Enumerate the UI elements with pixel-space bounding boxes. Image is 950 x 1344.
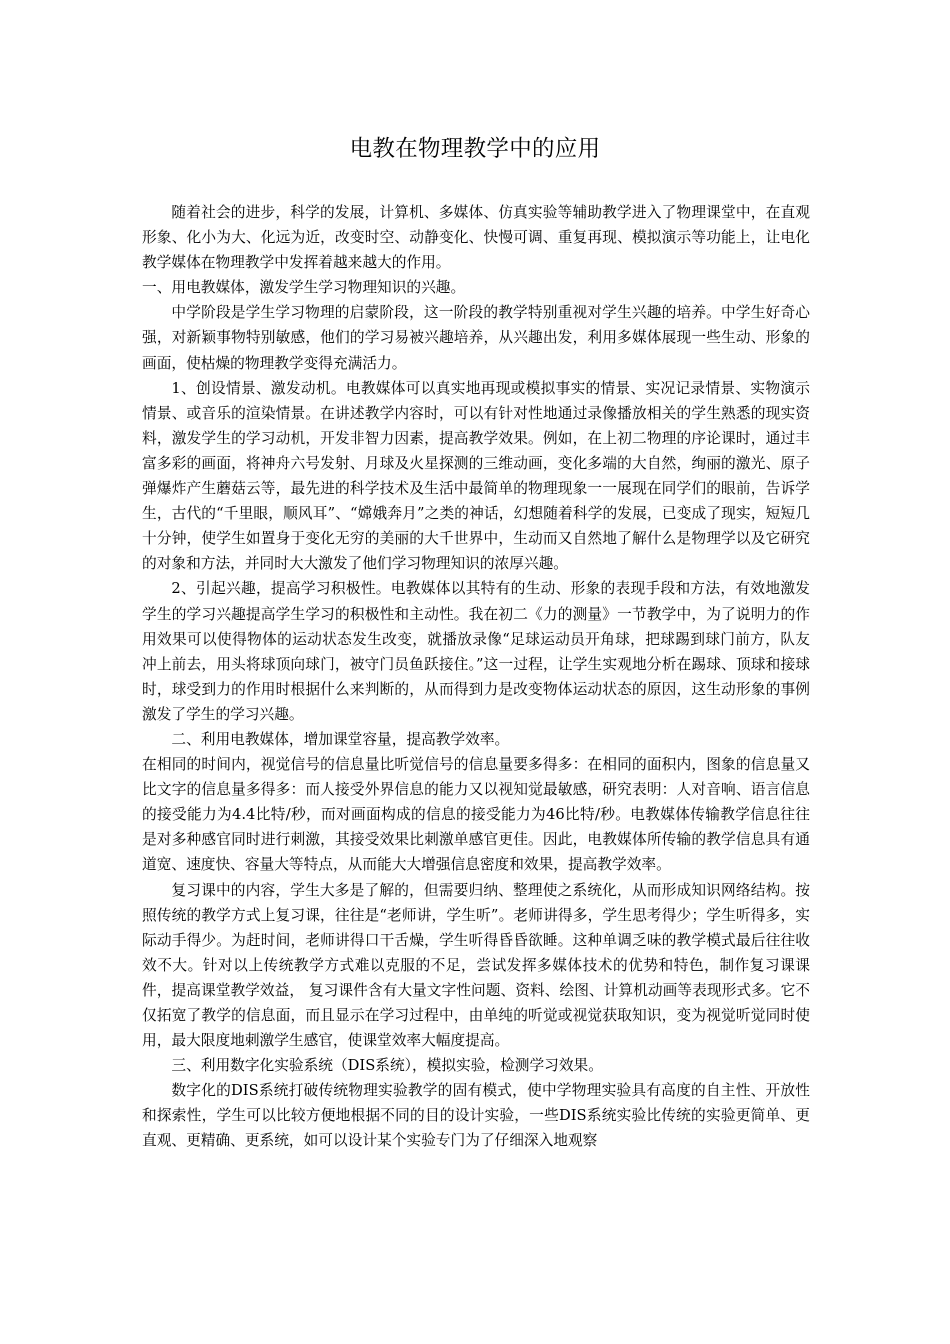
paragraph: 复习课中的内容，学生大多是了解的，但需要归纳、整理使之系统化，从而形成知识网络结构。按照传统的教学方式上复习课，往往是“老师讲，学生听”。老师讲得多，学生思考得少；学生听得多，实际动手得少。为赶时间，老师讲得口干舌燥，学生听得昏昏欲睡。这种单调乏味的教学模式最后往往收效不大。针对以上传统教学方式难以克服的不足，尝试发挥多媒体技术的优势和特色，制作复习课课件，提高课堂教学效益， 复习课件含有大量文字性问题、资料、绘图、计算机动画等表现形式多。它不仅拓宽了教学的信息面，而且显示在学习过程中，由单纯的听觉或视觉获取知识，变为视觉听觉同时使用，最大限度地刺激学生感官，使课堂效率大幅度提高。 [142, 881, 810, 1050]
document-body [142, 200, 810, 1154]
section-heading-3: 三、利用数字化实验系统（DIS系统），模拟实验，检测学习效果。 [171, 1057, 603, 1075]
paragraph: 在相同的时间内，视觉信号的信息量比听觉信号的信息量要多得多：在相同的面积内，图象的信息量又比文字的信息量多得多：而人接受外界信息的能力又以视知觉最敏感，研究表明：人对音响、语言信息的接受能力为4.4比特/秒，而对画面构成的信息的接受能力为46比特/秒。电教媒体传输教学信息往往是对多种感官同时进行刺激，其接受效果比刺激单感官更佳。因此，电教媒体所传输的教学信息具有通道宽、速度快、容量大等特点，从而能大大增强信息密度和效果，提高教学效率。 [142, 756, 810, 874]
paragraph: 2、引起兴趣，提高学习积极性。电教媒体以其特有的生动、形象的表现手段和方法，有效地激发学生的学习兴趣提高学生学习的积极性和主动性。我在初二《力的测量》一节教学中，为了说明力的作用效果可以使得物体的运动状态发生改变，就播放录像“足球运动员开角球，把球踢到球门前方，队友冲上前去，用头将球顶向球门，被守门员鱼跃接住。”这一过程，让学生实观地分析在踢球、顶球和接球时，球受到力的作用时根据什么来判断的，从而得到力是改变物体运动状态的原因，这生动形象的事例激发了学生的学习兴趣。 [142, 580, 810, 723]
paragraph: 中学阶段是学生学习物理的启蒙阶段，这一阶段的教学特别重视对学生兴趣的培养。中学生好奇心强，对新颖事物特别敏感，他们的学习易被兴趣培养，从兴趣出发，利用多媒体展现一些生动、形象的画面，使枯燥的物理教学变得充满活力。 [142, 304, 810, 372]
section-heading-2: 二、利用电教媒体，增加课堂容量，提高教学效率。 [171, 730, 510, 748]
paragraph: 1、创设情景、激发动机。电教媒体可以真实地再现或模拟事实的情景、实况记录情景、实物演示情景、或音乐的渲染情景。在讲述教学内容时，可以有针对性地通过录像播放相关的学生熟悉的现实资料，激发学生的学习动机，开发非智力因素，提高教学效果。例如，在上初二物理的序论课时，通过丰富多彩的画面，将神舟六号发射、月球及火星探测的三维动画，变化多端的大自然，绚丽的激光、原子弹爆炸产生蘑菇云等，最先进的科学技术及生活中最简单的物理现象一一展现在同学们的眼前，告诉学生，古代的“千里眼，顺风耳”、“嫦娥奔月”之类的神话，幻想随着科学的发展，已变成了现实，短短几十分钟，使学生如置身于变化无穷的美丽的大千世界中，生动而又自然地了解什么是物理学以及它研究的对象和方法，并同时大大激发了他们学习物理知识的浓厚兴趣。 [142, 379, 810, 573]
document-title: 电教在物理教学中的应用 [349, 136, 601, 162]
paragraph: 数字化的DIS系统打破传统物理实验教学的固有模式，使中学物理实验具有高度的自主性、开放性和探索性，学生可以比较方便地根据不同的目的设计实验，一些DIS系统实验比传统的实验更简单、更直观、更精确、更系统，如可以设计某个实验专门为了仔细深入地观察 [142, 1082, 810, 1150]
paragraph-intro: 随着社会的进步，科学的发展，计算机、多媒体、仿真实验等辅助教学进入了物理课堂中，在直观形象、化小为大、化远为近，改变时空、动静变化、快慢可调、重复再现、模拟演示等功能上，让电化教学媒体在物理教学中发挥着越来越大的作用。 [142, 204, 810, 272]
section-heading-1: 一、用电教媒体，激发学生学习物理知识的兴趣。 [142, 279, 466, 297]
